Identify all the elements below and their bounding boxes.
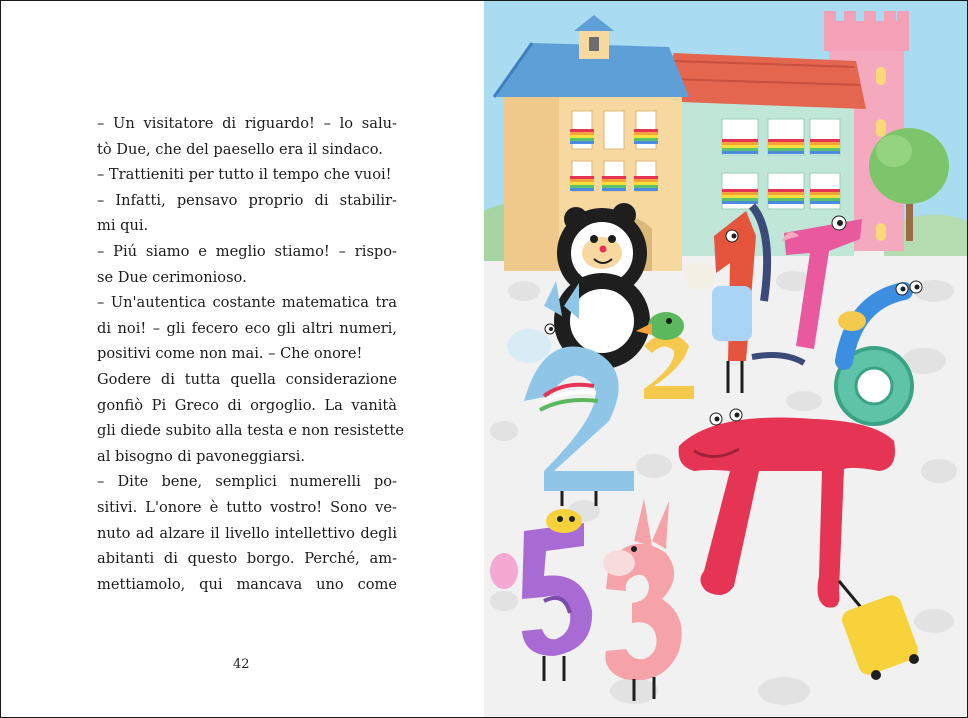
text-line: – Un'autentica costante matematica tra: [97, 294, 397, 312]
text-line: Godere di tutta quella considerazione: [97, 370, 397, 388]
text-line: – Infatti, pensavo proprio di stabilir-: [97, 191, 397, 209]
text-line: – Un visitatore di riguardo! – lo salu-: [97, 115, 397, 132]
text-line: – Trattieniti per tutto il tempo che vuoi!: [97, 166, 392, 184]
text-line: – Dite bene, semplici numerelli po-: [97, 473, 397, 491]
text-line: tò Due, che del paesello era il sindaco.: [97, 140, 383, 158]
text-line: – Piú siamo e meglio stiamo! – rispo-: [97, 242, 397, 260]
text-line: nuto ad alzare il livello intellettivo degli: [97, 524, 397, 542]
text-line: al bisogno di pavoneggiarsi.: [97, 447, 306, 465]
left-page: [1, 1, 484, 717]
text-line: positivi come non mai. – Che onore!: [97, 345, 363, 363]
illustration-page: [484, 1, 967, 717]
text-line: mettiamolo, qui mancava uno come: [97, 575, 397, 593]
text-line: mi qui.: [97, 217, 149, 235]
page-number: 42: [233, 657, 250, 672]
text-line: abitanti di questo borgo. Perché, am-: [97, 550, 397, 568]
text-line: se Due cerimonioso.: [97, 268, 247, 286]
text-line: gli diede subito alla testa e non resistette: [97, 422, 404, 440]
story-text: [97, 111, 404, 597]
text-line: gonfiò Pi Greco di orgoglio. La vanità: [97, 396, 397, 414]
illustration: [484, 1, 967, 717]
text-line: di noi! – gli fecero eco gli altri numeri,: [97, 319, 397, 337]
panda-eight-character: [562, 203, 642, 361]
text-line: sitivi. L'onore è tutto vostro! Sono ve-: [97, 498, 397, 516]
